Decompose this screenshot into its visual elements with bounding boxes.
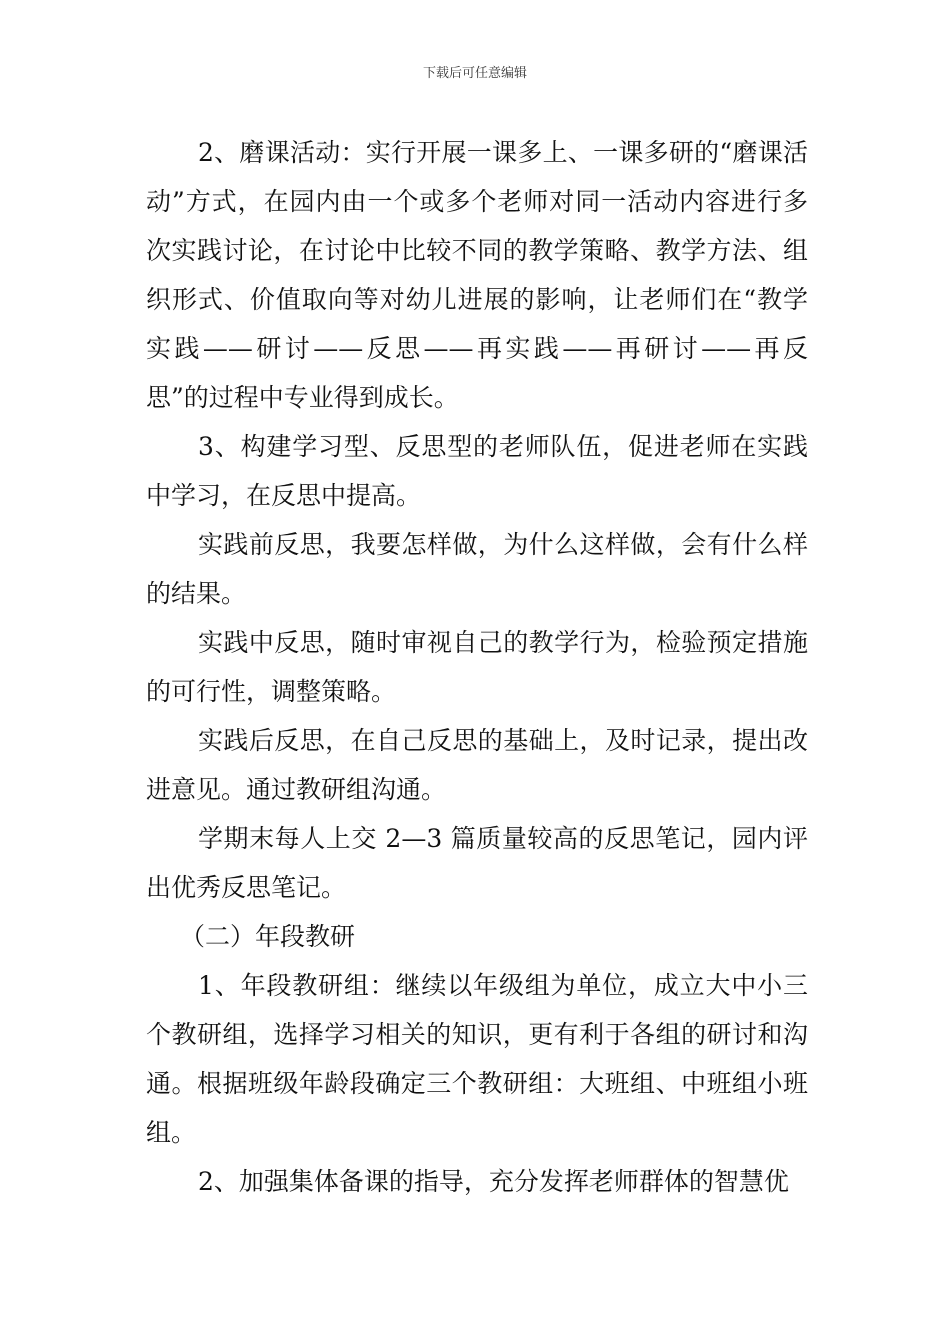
paragraph-reflective-teachers: 3、构建学习型、反思型的老师队伍，促进老师在实践中学习，在反思中提高。 xyxy=(146,432,808,510)
paragraph-reflection-notes: 学期末每人上交 2—3 篇质量较高的反思笔记，园内评出优秀反思笔记。 xyxy=(146,824,808,902)
paragraph-grade-research-groups: 1、年段教研组：继续以年级组为单位，成立大中小三个教研组，选择学习相关的知识，更有利于各组的研讨和沟通。根据班级年龄段确定三个教研组：大班组、中班组小班组。 xyxy=(146,971,808,1147)
section-heading-grade-research: （二）年段教研 xyxy=(180,922,356,951)
paragraph-reflect-during-practice: 实践中反思，随时审视自己的教学行为，检验预定措施的可行性，调整策略。 xyxy=(146,628,808,706)
document-body xyxy=(146,128,808,1206)
paragraph-polishing-lessons: 2、磨课活动：实行开展一课多上、一课多研的“磨课活动”方式，在园内由一个或多个老师对同一活动内容进行多次实践讨论，在讨论中比较不同的教学策略、教学方法、组织形式、价值取向等对幼儿进展的影响，让老师们在“教学实践——研讨——反思——再实践——再研讨——再反思”的过程中专业得到成长。 xyxy=(146,138,808,412)
paragraph-collective-lesson-prep: 2、加强集体备课的指导，充分发挥老师群体的智慧优 xyxy=(198,1167,789,1196)
page-header: 下载后可任意编辑 xyxy=(422,66,527,81)
paragraph-reflect-after-practice: 实践后反思，在自己反思的基础上，及时记录，提出改进意见。通过教研组沟通。 xyxy=(146,726,808,804)
paragraph-reflect-before-practice: 实践前反思，我要怎样做，为什么这样做，会有什么样的结果。 xyxy=(146,530,808,608)
